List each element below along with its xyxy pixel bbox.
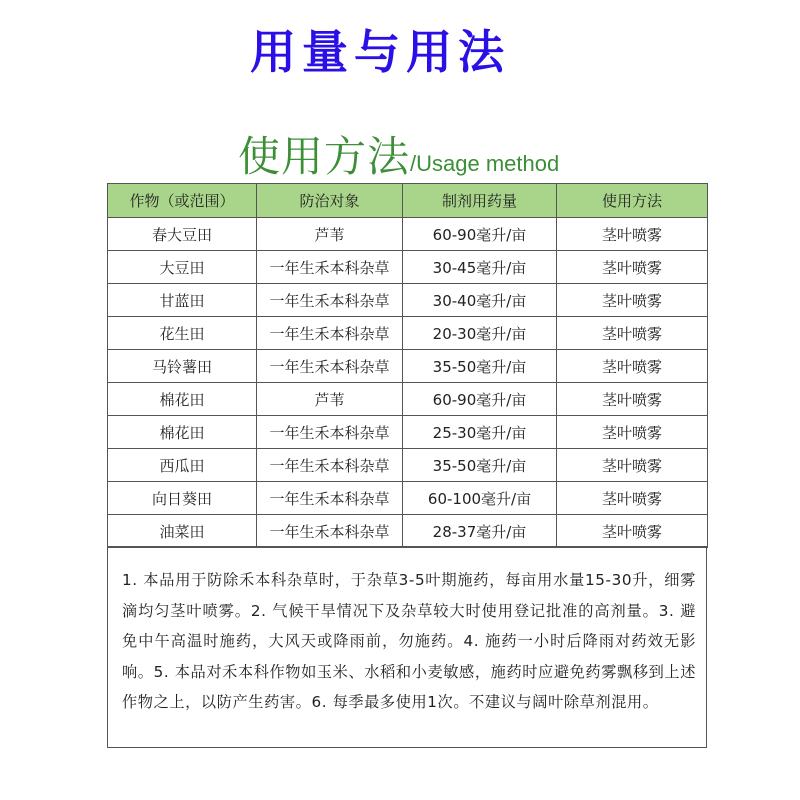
table-row — [108, 515, 708, 548]
cell-crop: 马铃薯田 — [108, 350, 257, 383]
usage-notes: 1. 本品用于防除禾本科杂草时，于杂草3-5叶期施药，每亩用水量15-30升，细雾滴均匀茎叶喷雾。2. 气候干旱情况下及杂草较大时使用登记批准的高剂量。3. 避免中午高温时施药，大风天或降雨前，勿施药。4. 施药一小时后降雨对药效无影响。5. 本品对禾本科作物如玉米、水稻和小麦敏感，施药时应避免药雾飘移到上述作物之上，以防产生药害。6. 每季最多使用1次。不建议与阔叶除草剂混用。 — [107, 546, 707, 748]
table-row — [108, 251, 708, 284]
usage-table — [107, 183, 708, 548]
cell-dosage: 60-90毫升/亩 — [403, 383, 557, 416]
cell-crop: 棉花田 — [108, 416, 257, 449]
section-heading-en: /Usage method — [410, 151, 560, 176]
cell-method: 茎叶喷雾 — [557, 284, 708, 317]
cell-method: 茎叶喷雾 — [557, 482, 708, 515]
cell-method: 茎叶喷雾 — [557, 218, 708, 251]
cell-crop: 棉花田 — [108, 383, 257, 416]
table-header-row — [108, 184, 708, 218]
cell-dosage: 28-37毫升/亩 — [403, 515, 557, 548]
table-row — [108, 218, 708, 251]
cell-crop: 西瓜田 — [108, 449, 257, 482]
cell-method: 茎叶喷雾 — [557, 251, 708, 284]
cell-target: 芦苇 — [257, 218, 403, 251]
header-method: 使用方法 — [557, 184, 708, 218]
cell-dosage: 30-40毫升/亩 — [403, 284, 557, 317]
cell-dosage: 35-50毫升/亩 — [403, 449, 557, 482]
cell-crop: 向日葵田 — [108, 482, 257, 515]
cell-crop: 花生田 — [108, 317, 257, 350]
cell-target: 一年生禾本科杂草 — [257, 317, 403, 350]
cell-target: 一年生禾本科杂草 — [257, 416, 403, 449]
cell-target: 一年生禾本科杂草 — [257, 449, 403, 482]
cell-dosage: 35-50毫升/亩 — [403, 350, 557, 383]
section-heading — [238, 124, 559, 184]
cell-crop: 大豆田 — [108, 251, 257, 284]
table-row — [108, 317, 708, 350]
header-crop: 作物（或范围） — [108, 184, 257, 218]
cell-dosage: 60-100毫升/亩 — [403, 482, 557, 515]
cell-target: 一年生禾本科杂草 — [257, 515, 403, 548]
cell-dosage: 30-45毫升/亩 — [403, 251, 557, 284]
header-dosage: 制剂用药量 — [403, 184, 557, 218]
table-row — [108, 383, 708, 416]
section-heading-zh: 使用方法 — [238, 132, 411, 181]
table-row — [108, 350, 708, 383]
cell-dosage: 60-90毫升/亩 — [403, 218, 557, 251]
cell-method: 茎叶喷雾 — [557, 350, 708, 383]
cell-dosage: 20-30毫升/亩 — [403, 317, 557, 350]
page-title: 用量与用法 — [250, 25, 510, 79]
cell-target: 一年生禾本科杂草 — [257, 350, 403, 383]
header-target: 防治对象 — [257, 184, 403, 218]
cell-crop: 甘蓝田 — [108, 284, 257, 317]
table-row — [108, 416, 708, 449]
cell-target: 一年生禾本科杂草 — [257, 482, 403, 515]
cell-target: 一年生禾本科杂草 — [257, 284, 403, 317]
cell-dosage: 25-30毫升/亩 — [403, 416, 557, 449]
cell-crop: 油菜田 — [108, 515, 257, 548]
table-row — [108, 284, 708, 317]
cell-method: 茎叶喷雾 — [557, 416, 708, 449]
cell-method: 茎叶喷雾 — [557, 449, 708, 482]
cell-method: 茎叶喷雾 — [557, 317, 708, 350]
cell-crop: 春大豆田 — [108, 218, 257, 251]
cell-method: 茎叶喷雾 — [557, 515, 708, 548]
cell-target: 芦苇 — [257, 383, 403, 416]
table-row — [108, 449, 708, 482]
table-row — [108, 482, 708, 515]
cell-method: 茎叶喷雾 — [557, 383, 708, 416]
cell-target: 一年生禾本科杂草 — [257, 251, 403, 284]
